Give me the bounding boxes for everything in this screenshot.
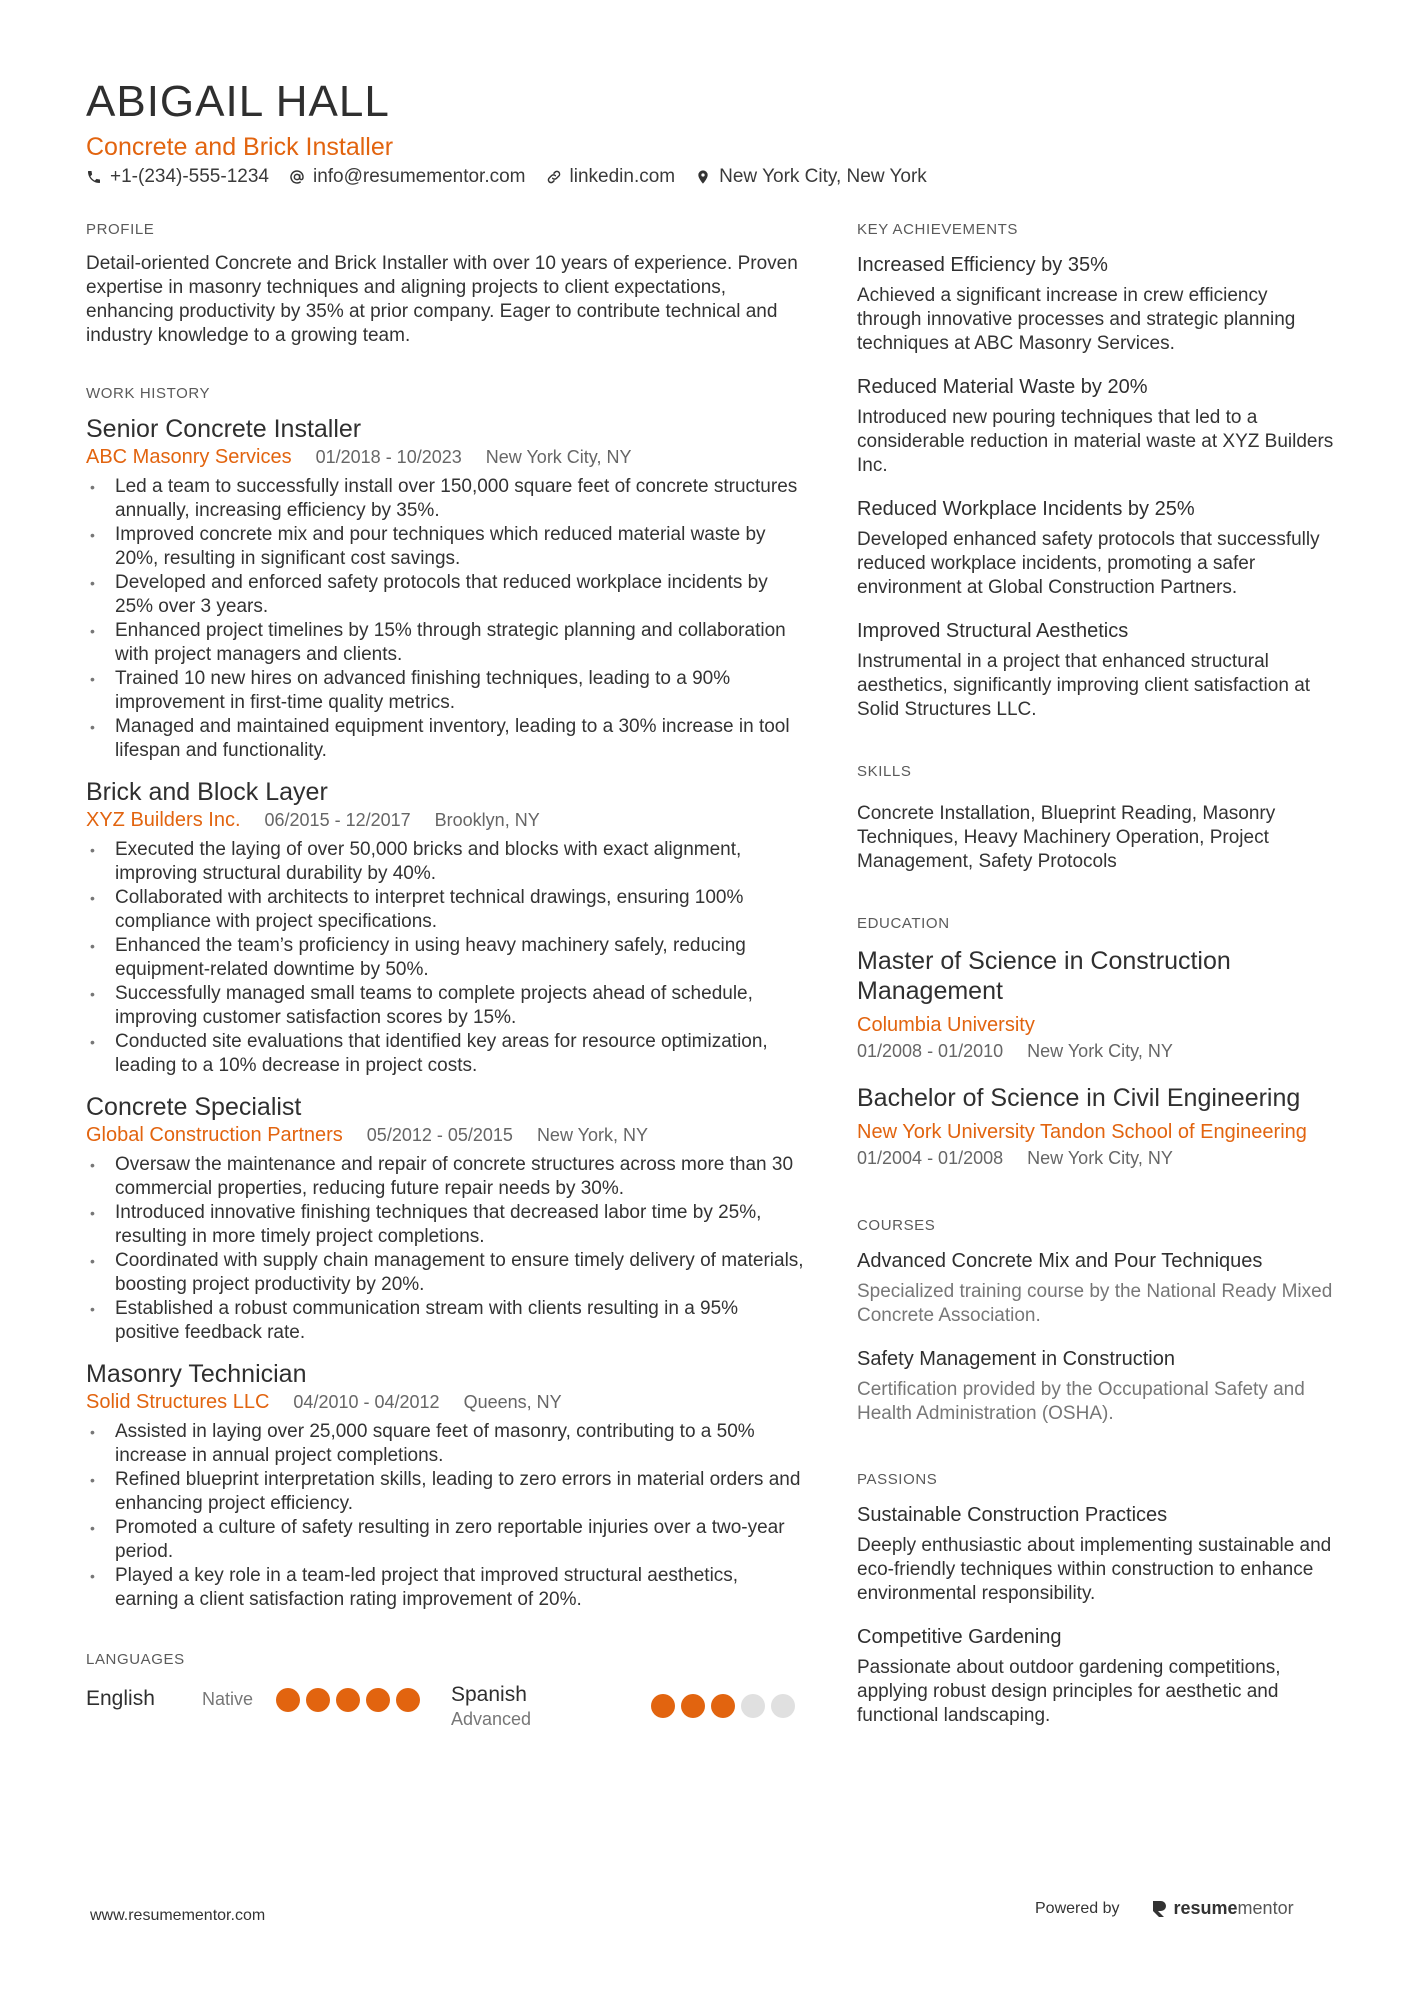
- achievement-title: Reduced Workplace Incidents by 25%: [857, 498, 1195, 520]
- education-location: New York City, NY: [1027, 1041, 1173, 1061]
- rating-dot: [306, 1688, 330, 1712]
- job-meta: [86, 1123, 804, 1147]
- language-level: Advanced: [451, 1709, 532, 1729]
- course-description: Specialized training course by the National Ready Mixed Concrete Association.: [857, 1281, 1333, 1326]
- language-item: [86, 1682, 445, 1742]
- course-title: Safety Management in Construction: [857, 1348, 1175, 1370]
- contact-bar: [86, 165, 947, 189]
- rating-dot: [681, 1694, 705, 1718]
- link-icon: [546, 169, 562, 185]
- education-heading: EDUCATION: [857, 915, 950, 932]
- bullet-item: • Led a team to successfully install over 150,000 square feet of concrete structures annually, increasing efficiency by 35%.: [86, 475, 804, 523]
- left-column: [86, 220, 804, 1742]
- education-location: New York City, NY: [1027, 1148, 1173, 1168]
- skills-text: Concrete Installation, Blueprint Reading, Masonry Techniques, Heavy Machinery Operation, Project Management, Safety Protocols: [857, 803, 1276, 872]
- bullet-item: • Introduced innovative finishing techniques that decreased labor time by 25%, resulting in more timely project completions.: [86, 1201, 804, 1249]
- language-name: Spanish: [451, 1683, 527, 1706]
- achievement-text: Instrumental in a project that enhanced structural aesthetics, significantly improving client satisfaction at Solid Structures LLC.: [857, 651, 1311, 720]
- job-meta: [86, 445, 804, 469]
- job-bullets: [86, 838, 804, 1078]
- bullet-item: • Enhanced project timelines by 15% through strategic planning and collaboration with project managers and clients.: [86, 619, 804, 667]
- company-name: Solid Structures LLC: [86, 1391, 270, 1413]
- work-history-heading: WORK HISTORY: [86, 385, 211, 402]
- achievement-item: [857, 496, 1337, 600]
- education-list: [857, 946, 1337, 1170]
- passions-list: [857, 1502, 1337, 1728]
- job-dates: 06/2015 - 12/2017: [264, 810, 411, 830]
- rating-dot: [651, 1694, 675, 1718]
- course-item: [857, 1346, 1337, 1426]
- bullet-item: • Successfully managed small teams to complete projects ahead of schedule, improving customer satisfaction scores by 15%.: [86, 982, 804, 1030]
- footer-powered: [1035, 1898, 1294, 1919]
- bullet-item: • Collaborated with architects to interpret technical drawings, ensuring 100% compliance with project specifications.: [86, 886, 804, 934]
- achievement-text: Achieved a significant increase in crew efficiency through innovative processes and strategic planning techniques at ABC Masonry Services.: [857, 285, 1296, 354]
- job-dates: 05/2012 - 05/2015: [366, 1125, 513, 1145]
- language-item: [445, 1682, 804, 1742]
- achievement-title: Increased Efficiency by 35%: [857, 254, 1108, 276]
- bullet-item: • Refined blueprint interpretation skills, leading to zero errors in material orders and enhancing project efficiency.: [86, 1468, 804, 1516]
- email-text[interactable]: info@resumementor.com: [312, 166, 526, 187]
- rating-dot: [336, 1688, 360, 1712]
- achievement-item: [857, 374, 1337, 478]
- bullet-item: • Trained 10 new hires on advanced finishing techniques, leading to a 90% improvement in first-time quality metrics.: [86, 667, 804, 715]
- job-entry: [86, 1359, 804, 1612]
- passion-item: [857, 1502, 1337, 1606]
- education-dates: 01/2008 - 01/2010: [857, 1041, 1004, 1061]
- achievements-heading: KEY ACHIEVEMENTS: [857, 221, 1019, 238]
- bullet-item: • Coordinated with supply chain management to ensure timely delivery of materials, boosting project productivity by 20%.: [86, 1249, 804, 1297]
- courses-heading: COURSES: [857, 1217, 936, 1234]
- bullet-item: • Executed the laying of over 50,000 bricks and blocks with exact alignment, improving structural durability by 40%.: [86, 838, 804, 886]
- passion-item: [857, 1624, 1337, 1728]
- job-location: Queens, NY: [463, 1392, 562, 1412]
- achievement-item: [857, 252, 1337, 356]
- job-location: New York City, NY: [485, 447, 632, 467]
- bullet-item: • Established a robust communication stream with clients resulting in a 95% positive feedback rate.: [86, 1297, 804, 1345]
- bullet-item: • Developed and enforced safety protocols that reduced workplace incidents by 25% over 3 years.: [86, 571, 804, 619]
- job-position: Masonry Technician: [86, 1360, 307, 1388]
- profile-heading: PROFILE: [86, 221, 155, 238]
- job-location: Brooklyn, NY: [434, 810, 540, 830]
- education-item: [857, 1083, 1337, 1170]
- profile-text: Detail-oriented Concrete and Brick Installer with over 10 years of experience. Proven expertise in masonry techniques and aligning projects to client expectations, enhancing productivity by 35% at prior company. Eager to contribute technical and industry knowledge to a growing team.: [86, 253, 798, 346]
- bullet-item: • Assisted in laying over 25,000 square feet of masonry, contributing to a 50% increase in annual project completions.: [86, 1420, 804, 1468]
- job-position: Senior Concrete Installer: [86, 415, 362, 443]
- passions-heading: PASSIONS: [857, 1471, 938, 1488]
- at-icon: [289, 169, 305, 185]
- achievement-title: Improved Structural Aesthetics: [857, 620, 1129, 642]
- contact-phone: [86, 165, 269, 189]
- bullet-item: • Played a key role in a team-led project that improved structural aesthetics, earning a client satisfaction rating improvement of 20%.: [86, 1564, 804, 1612]
- passion-text: Passionate about outdoor gardening competitions, applying robust design principles for aesthetic and functional landscaping.: [857, 1657, 1281, 1726]
- rating-dot: [741, 1694, 765, 1718]
- powered-by-label: Powered by: [1035, 1899, 1120, 1917]
- bullet-item: • Oversaw the maintenance and repair of concrete structures across more than 30 commercial properties, reducing future repair needs by 30%.: [86, 1153, 804, 1201]
- job-position: Brick and Block Layer: [86, 778, 328, 806]
- passion-title: Competitive Gardening: [857, 1626, 1062, 1648]
- location-text: New York City, New York: [719, 166, 927, 187]
- courses-list: [857, 1248, 1337, 1426]
- education-meta: [857, 1039, 1337, 1063]
- bullet-item: • Promoted a culture of safety resulting in zero reportable injuries over a two-year period.: [86, 1516, 804, 1564]
- language-rating: [651, 1694, 801, 1718]
- achievement-title: Reduced Material Waste by 20%: [857, 376, 1148, 398]
- course-description: Certification provided by the Occupational Safety and Health Administration (OSHA).: [857, 1379, 1305, 1424]
- contact-email[interactable]: [289, 165, 526, 189]
- phone-text: +1-(234)-555-1234: [110, 166, 269, 187]
- contact-linkedin[interactable]: [546, 165, 676, 189]
- education-dates: 01/2004 - 01/2008: [857, 1148, 1004, 1168]
- passion-text: Deeply enthusiastic about implementing sustainable and eco-friendly techniques within construction to enhance environmental responsibility.: [857, 1535, 1332, 1604]
- brand-thin: mentor: [1237, 1898, 1294, 1918]
- languages-list: [86, 1682, 804, 1742]
- job-dates: 04/2010 - 04/2012: [293, 1392, 440, 1412]
- course-title: Advanced Concrete Mix and Pour Techniques: [857, 1250, 1263, 1272]
- right-column: [857, 220, 1337, 1728]
- course-item: [857, 1248, 1337, 1328]
- job-title: Concrete and Brick Installer: [86, 133, 394, 161]
- passion-title: Sustainable Construction Practices: [857, 1504, 1168, 1526]
- company-name: Global Construction Partners: [86, 1124, 343, 1146]
- job-location: New York, NY: [536, 1125, 648, 1145]
- rating-dot: [771, 1694, 795, 1718]
- linkedin-text[interactable]: linkedin.com: [569, 166, 676, 187]
- brand-logo-icon: [1150, 1899, 1168, 1919]
- footer-website[interactable]: www.resumementor.com: [90, 1907, 266, 1924]
- contact-location: [695, 165, 927, 189]
- candidate-name: ABIGAIL HALL: [86, 77, 390, 126]
- education-school: Columbia University: [857, 1014, 1035, 1036]
- job-meta: [86, 808, 804, 832]
- achievement-text: Developed enhanced safety protocols that successfully reduced workplace incidents, promoting a safer environment at Global Construction Partners.: [857, 529, 1320, 598]
- job-entry: [86, 777, 804, 1078]
- language-level: Native: [202, 1689, 254, 1709]
- job-entry: [86, 414, 804, 763]
- bullet-item: • Enhanced the team’s proficiency in using heavy machinery safely, reducing equipment-related downtime by 50%.: [86, 934, 804, 982]
- company-name: ABC Masonry Services: [86, 446, 292, 468]
- achievement-text: Introduced new pouring techniques that led to a considerable reduction in material waste at XYZ Builders Inc.: [857, 407, 1334, 476]
- language-rating: [276, 1688, 426, 1712]
- job-bullets: [86, 1420, 804, 1612]
- education-degree: Bachelor of Science in Civil Engineering: [857, 1084, 1301, 1112]
- achievements-list: [857, 252, 1337, 722]
- languages-heading: LANGUAGES: [86, 1651, 185, 1668]
- bullet-item: • Managed and maintained equipment inventory, leading to a 30% increase in tool lifespan and functionality.: [86, 715, 804, 763]
- work-history-list: [86, 414, 804, 1612]
- rating-dot: [396, 1688, 420, 1712]
- job-entry: [86, 1092, 804, 1345]
- achievement-item: [857, 618, 1337, 722]
- rating-dot: [366, 1688, 390, 1712]
- job-bullets: [86, 475, 804, 763]
- education-degree: Master of Science in Construction Management: [857, 947, 1231, 1005]
- job-meta: [86, 1390, 804, 1414]
- brand-name[interactable]: [1174, 1898, 1294, 1919]
- education-item: [857, 946, 1337, 1063]
- rating-dot: [276, 1688, 300, 1712]
- job-bullets: [86, 1153, 804, 1345]
- education-school: New York University Tandon School of Engineering: [857, 1121, 1307, 1143]
- job-position: Concrete Specialist: [86, 1093, 302, 1121]
- rating-dot: [711, 1694, 735, 1718]
- education-meta: [857, 1146, 1337, 1170]
- brand-bold: resume: [1173, 1898, 1238, 1918]
- language-name: English: [86, 1687, 155, 1710]
- location-pin-icon: [695, 169, 711, 185]
- bullet-item: • Conducted site evaluations that identified key areas for resource optimization, leading to a 10% decrease in project costs.: [86, 1030, 804, 1078]
- skills-heading: SKILLS: [857, 763, 912, 780]
- company-name: XYZ Builders Inc.: [86, 809, 241, 831]
- job-dates: 01/2018 - 10/2023: [315, 447, 462, 467]
- bullet-item: • Improved concrete mix and pour techniques which reduced material waste by 20%, resulting in significant cost savings.: [86, 523, 804, 571]
- phone-icon: [86, 169, 102, 185]
